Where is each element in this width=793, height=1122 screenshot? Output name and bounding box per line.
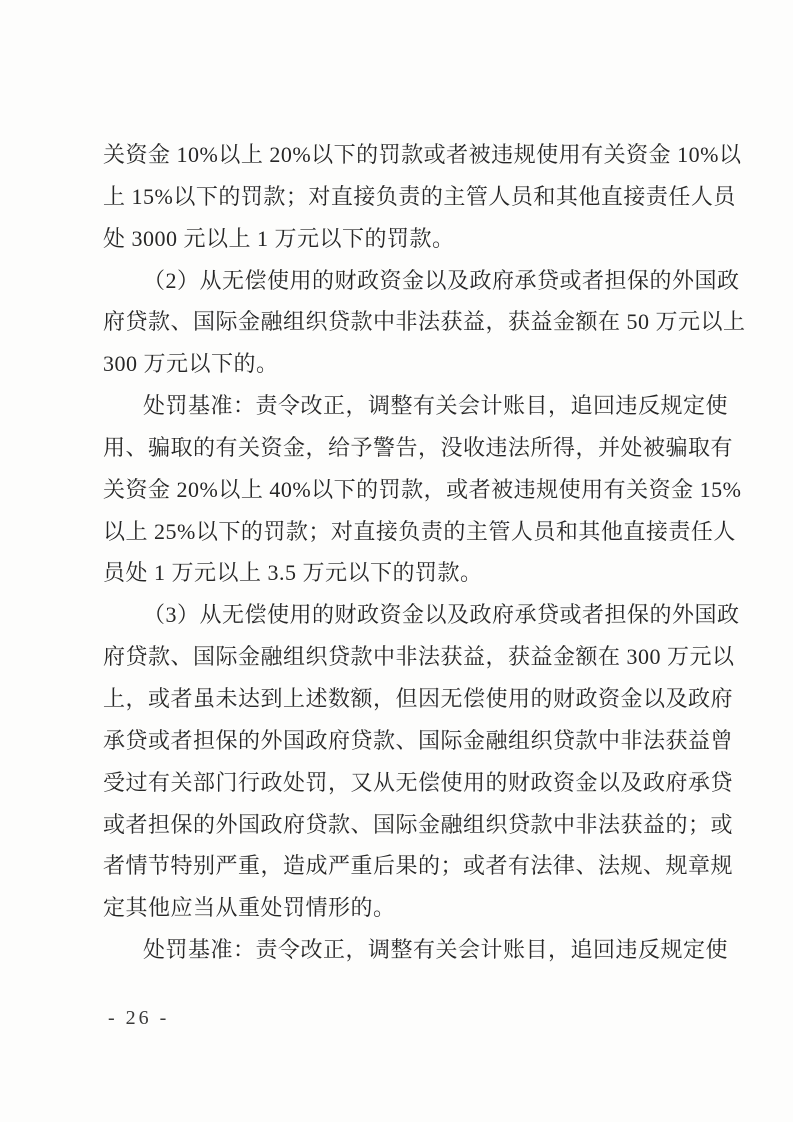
- paragraph: [103, 594, 740, 929]
- body-line: 员处 1 万元以上 3.5 万元以下的罚款。: [103, 560, 483, 586]
- paragraph: [103, 134, 742, 260]
- body-line: 受过有关部门行政处罚，又从无偿使用的财政资金以及政府承贷: [103, 769, 734, 795]
- body-line: 处罚基准：责令改正，调整有关会计账目，追回违反规定使: [143, 393, 729, 419]
- body-line: 府贷款、国际金融组织贷款中非法获益，获益金额在 300 万元以: [103, 644, 735, 670]
- body-line: 府贷款、国际金融组织贷款中非法获益，获益金额在 50 万元以上: [103, 309, 746, 335]
- body-line: 定其他应当从重处罚情形的。: [103, 895, 396, 921]
- body-line: 者情节特别严重，造成严重后果的；或者有法律、法规、规章规: [103, 853, 734, 879]
- body-line: 关资金 10%以上 20%以下的罚款或者被违规使用有关资金 10%以: [103, 142, 742, 167]
- body-line: 或者担保的外国政府贷款、国际金融组织贷款中非法获益的；或: [103, 811, 734, 837]
- paragraph: [103, 260, 746, 386]
- body-line: （2）从无偿使用的财政资金以及政府承贷或者担保的外国政: [143, 267, 740, 293]
- page-number: - 26 -: [108, 1007, 170, 1029]
- body-line: 用、骗取的有关资金，给予警告，没收违法所得，并处被骗取有: [103, 434, 734, 460]
- body-line: 关资金 20%以上 40%以下的罚款，或者被违规使用有关资金 15%: [103, 476, 742, 502]
- document-body: [103, 134, 746, 971]
- paragraph: [103, 929, 729, 971]
- body-line: 处 3000 元以上 1 万元以下的罚款。: [103, 225, 455, 251]
- body-line: 以上 25%以下的罚款；对直接负责的主管人员和其他直接责任人: [103, 518, 736, 544]
- body-line: 上 15%以下的罚款；对直接负责的主管人员和其他直接责任人员: [103, 183, 736, 209]
- body-line: 承贷或者担保的外国政府贷款、国际金融组织贷款中非法获益曾: [103, 727, 734, 753]
- body-line: 300 万元以下的。: [103, 351, 279, 377]
- paragraph: [103, 385, 742, 594]
- body-line: （3）从无偿使用的财政资金以及政府承贷或者担保的外国政: [143, 602, 740, 628]
- body-line: 处罚基准：责令改正，调整有关会计账目，追回违反规定使: [143, 937, 729, 963]
- body-line: 上，或者虽未达到上述数额，但因无偿使用的财政资金以及政府: [103, 685, 734, 711]
